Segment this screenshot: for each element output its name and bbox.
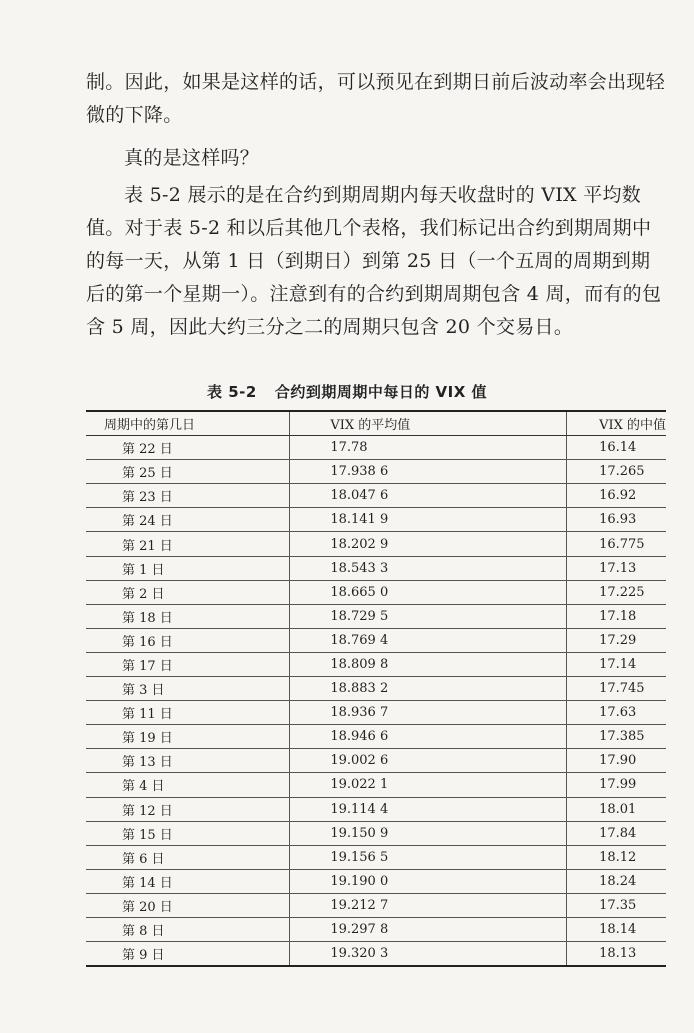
cell-median: 17.90 <box>567 749 666 773</box>
table-row <box>86 821 666 845</box>
cell-mean: 18.883 2 <box>290 677 567 701</box>
cell-day: 第 6 日 <box>86 845 290 869</box>
cell-mean: 18.946 6 <box>290 725 567 749</box>
cell-median: 18.14 <box>567 917 666 941</box>
table-row <box>86 532 666 556</box>
cell-mean: 19.297 8 <box>290 917 567 941</box>
cell-day: 第 20 日 <box>86 893 290 917</box>
cell-mean: 19.190 0 <box>290 869 567 893</box>
cell-mean: 17.938 6 <box>290 460 567 484</box>
table-row <box>86 556 666 580</box>
cell-median: 17.35 <box>567 893 666 917</box>
cell-median: 18.01 <box>567 797 666 821</box>
cell-day: 第 18 日 <box>86 604 290 628</box>
cell-mean: 19.022 1 <box>290 773 567 797</box>
cell-median: 16.93 <box>567 508 666 532</box>
cell-day: 第 8 日 <box>86 917 290 941</box>
table-row <box>86 677 666 701</box>
table-row <box>86 628 666 652</box>
cell-mean: 18.047 6 <box>290 484 567 508</box>
table-row <box>86 604 666 628</box>
cell-day: 第 22 日 <box>86 436 290 460</box>
cell-median: 17.29 <box>567 628 666 652</box>
header-mean: VIX 的平均值 <box>290 411 567 436</box>
cell-median: 18.24 <box>567 869 666 893</box>
cell-median: 17.84 <box>567 821 666 845</box>
cell-day: 第 24 日 <box>86 508 290 532</box>
cell-median: 17.745 <box>567 677 666 701</box>
table-row <box>86 701 666 725</box>
cell-median: 17.225 <box>567 580 666 604</box>
cell-mean: 18.769 4 <box>290 628 567 652</box>
table-row <box>86 749 666 773</box>
cell-median: 17.63 <box>567 701 666 725</box>
cell-mean: 19.212 7 <box>290 893 567 917</box>
paragraph-2: 真的是这样吗？ <box>124 147 260 169</box>
cell-median: 17.99 <box>567 773 666 797</box>
cell-day: 第 17 日 <box>86 652 290 676</box>
table-row <box>86 652 666 676</box>
cell-median: 17.18 <box>567 604 666 628</box>
table-row <box>86 773 666 797</box>
cell-day: 第 3 日 <box>86 677 290 701</box>
cell-day: 第 2 日 <box>86 580 290 604</box>
cell-median: 17.14 <box>567 652 666 676</box>
table-row <box>86 725 666 749</box>
cell-day: 第 21 日 <box>86 532 290 556</box>
table-row <box>86 797 666 821</box>
table-header-row <box>86 411 666 436</box>
cell-day: 第 14 日 <box>86 869 290 893</box>
table-row <box>86 460 666 484</box>
cell-day: 第 16 日 <box>86 628 290 652</box>
cell-median: 17.13 <box>567 556 666 580</box>
table-row <box>86 436 666 460</box>
cell-median: 17.265 <box>567 460 666 484</box>
cell-day: 第 11 日 <box>86 701 290 725</box>
cell-day: 第 9 日 <box>86 942 290 967</box>
cell-day: 第 23 日 <box>86 484 290 508</box>
cell-mean: 19.150 9 <box>290 821 567 845</box>
cell-mean: 19.320 3 <box>290 942 567 967</box>
paragraph-3: 表 5-2 展示的是在合约到期周期内每天收盘时的 VIX 平均数值。对于表 5-2 和以后其他几个表格，我们标记出合约到期周期中的每一天，从第 1 日（到期日）到第 25 日（一个五周的周期到期后的第一个星期一）。注意到有的合约到期周期包含 4 周，而有的包含 5 周，因此大约三分之二的周期只包含 20 个交易日。 <box>86 184 662 338</box>
cell-day: 第 13 日 <box>86 749 290 773</box>
cell-median: 17.385 <box>567 725 666 749</box>
table-row <box>86 508 666 532</box>
cell-median: 16.92 <box>567 484 666 508</box>
cell-mean: 18.543 3 <box>290 556 567 580</box>
cell-day: 第 1 日 <box>86 556 290 580</box>
cell-median: 16.14 <box>567 436 666 460</box>
cell-mean: 18.141 9 <box>290 508 567 532</box>
table-row <box>86 917 666 941</box>
cell-mean: 19.114 4 <box>290 797 567 821</box>
cell-mean: 18.809 8 <box>290 652 567 676</box>
cell-day: 第 12 日 <box>86 797 290 821</box>
table-row <box>86 869 666 893</box>
cell-day: 第 15 日 <box>86 821 290 845</box>
cell-mean: 19.002 6 <box>290 749 567 773</box>
header-day: 周期中的第几日 <box>86 411 290 436</box>
cell-median: 16.775 <box>567 532 666 556</box>
cell-mean: 18.936 7 <box>290 701 567 725</box>
table-row <box>86 845 666 869</box>
cell-mean: 18.729 5 <box>290 604 567 628</box>
cell-mean: 18.202 9 <box>290 532 567 556</box>
table-title: 合约到期周期中每日的 VIX 值 <box>274 383 488 401</box>
paragraph-1: 制。因此，如果是这样的话，可以预见在到期日前后波动率会出现轻微的下降。 <box>86 71 666 126</box>
table-row <box>86 484 666 508</box>
cell-median: 18.12 <box>567 845 666 869</box>
table-row <box>86 942 666 967</box>
cell-mean: 18.665 0 <box>290 580 567 604</box>
table-number: 表 5-2 <box>206 383 257 401</box>
table-caption <box>0 381 694 402</box>
cell-median: 18.13 <box>567 942 666 967</box>
table-row <box>86 893 666 917</box>
table-row <box>86 580 666 604</box>
vix-table <box>86 410 666 967</box>
cell-mean: 17.78 <box>290 436 567 460</box>
header-median: VIX 的中值 <box>567 411 666 436</box>
cell-mean: 19.156 5 <box>290 845 567 869</box>
cell-day: 第 4 日 <box>86 773 290 797</box>
cell-day: 第 25 日 <box>86 460 290 484</box>
cell-day: 第 19 日 <box>86 725 290 749</box>
